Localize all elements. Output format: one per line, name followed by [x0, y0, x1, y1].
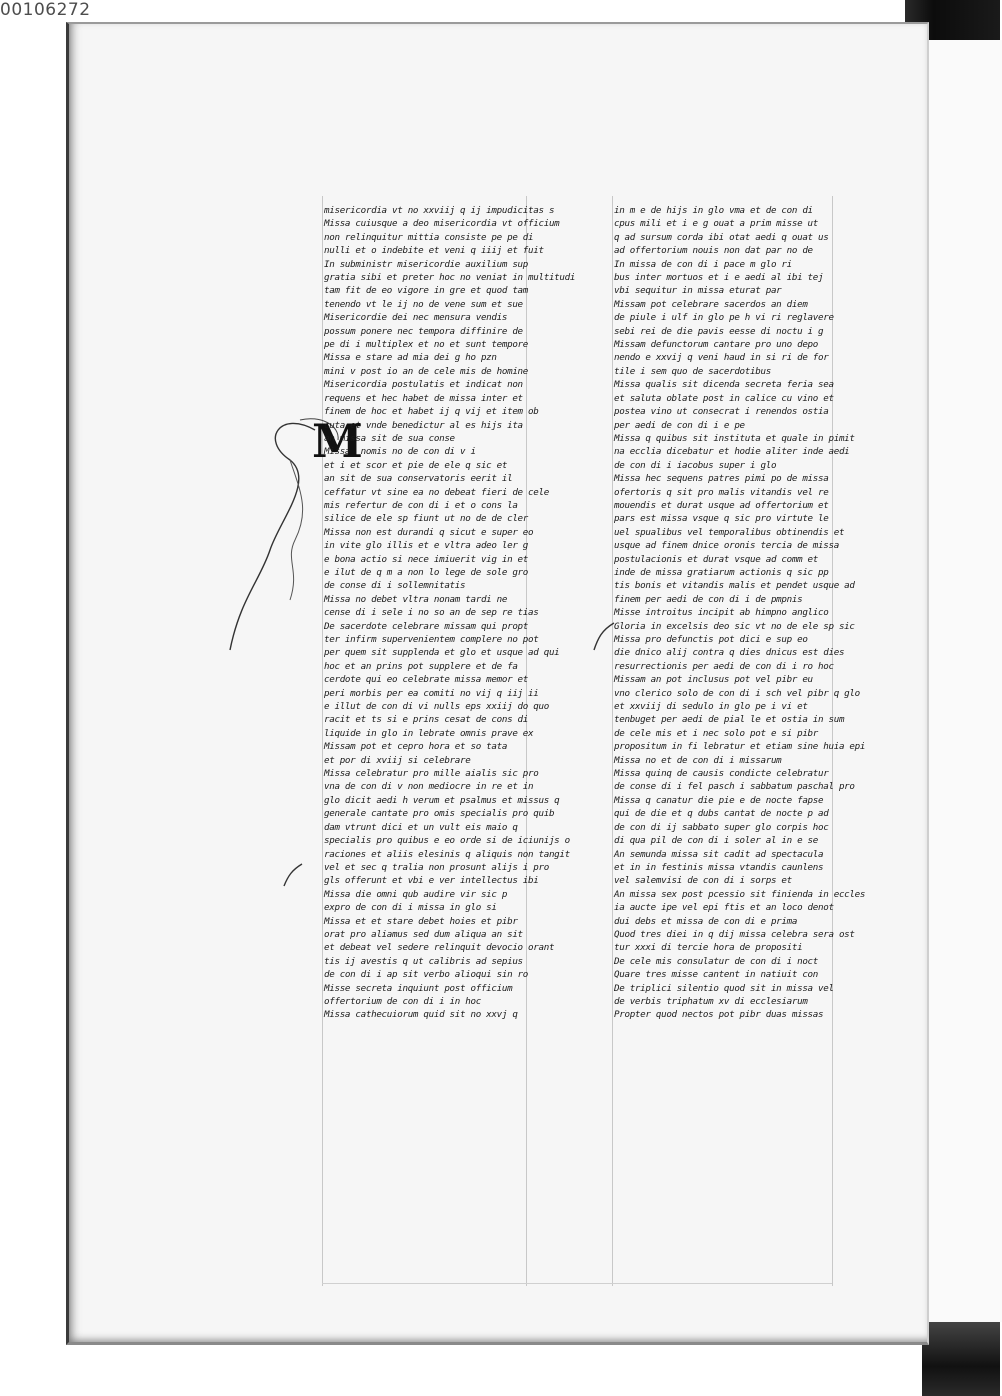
text-line: gls offerunt et vbi e ver intellectus ibi — [324, 875, 539, 887]
text-line: De cele mis consulatur de con di i noct — [614, 955, 819, 967]
text-line: na ecclia dicebatur et hodie aliter inde aedi — [614, 446, 850, 458]
ruling-line — [322, 196, 323, 1286]
text-line: Missa die omni qub audire vir sic p — [324, 888, 508, 900]
text-line: cense di i sele i no so an de sep re tias — [324, 607, 539, 619]
text-line: liquide in glo in lebrate omnis prave ex — [324, 727, 534, 739]
text-line: sebi rei de die pavis eesse di noctu i g — [614, 325, 824, 337]
text-line: expro de con di i missa in glo si — [324, 902, 497, 914]
scan-edge-bottom — [922, 1322, 1000, 1396]
text-line: silice de ele sp fiunt ut no de de cler — [324, 513, 529, 525]
text-line: Missa no et de con di i missarum — [614, 754, 782, 766]
text-line: hoc et an prins pot supplere et de fa — [324, 660, 518, 672]
text-line: possum ponere nec tempora diffinire de — [324, 325, 523, 337]
text-line: dui debs et missa de con di e prima — [614, 915, 798, 927]
text-line: cpus mili et i e g ouat a prim misse ut — [614, 218, 819, 230]
text-line: tenbuget per aedi de pial le et ostia in sum — [614, 714, 845, 726]
text-line: Gloria in excelsis deo sic vt no de ele sp sic — [614, 620, 855, 632]
text-line: misericordia vt no xxviij q ij impudicitas s — [324, 205, 555, 216]
text-line: de con di i iacobus super i glo — [614, 459, 777, 471]
text-line: vel salemvisi de con di i sorps et — [614, 875, 792, 887]
text-line: An missa sex post pcessio sit finienda in eccles — [614, 888, 866, 900]
text-line: finem de hoc et habet ij q vij et item ob — [324, 406, 539, 418]
text-line: tenendo vt le ij no de vene sum et sue — [324, 298, 523, 310]
text-line: Missa celebratur pro mille aialis sic pro — [324, 768, 539, 780]
text-line: nendo e xxvij q veni haud in si ri de for — [614, 352, 829, 364]
text-line: Missam an pot inclusus pot vel pibr eu — [614, 674, 813, 686]
text-line: finem per aedi de con di i de pmpnis — [614, 593, 803, 605]
next-leaf-edge — [926, 40, 1002, 1322]
text-line: et por di xviij si celebrare — [324, 754, 471, 766]
left-text-column — [324, 204, 576, 1021]
text-line: Missa qualis sit dicenda secreta feria sea — [614, 379, 834, 391]
text-line: nulli et o indebite et veni q iiij et fuit — [324, 245, 544, 257]
text-line: de cele mis et i nec solo pot e si pibr — [614, 727, 819, 739]
text-line: Quare tres misse cantent in natiuit con — [614, 969, 819, 981]
text-line: In subministr misericordie auxilium sup — [324, 258, 529, 270]
text-line: In missa de con di i pace m glo ri — [614, 258, 792, 270]
text-line: Missa cuiusque a deo misericordia vt officium — [324, 218, 560, 230]
text-line: ceffatur vt sine ea no debeat fieri de cele — [324, 486, 549, 498]
text-line: Missa pro defunctis pot dici e sup eo — [614, 634, 808, 645]
text-line: tile i sem quo de sacerdotibus — [614, 365, 771, 377]
text-line: uel spualibus vel temporalibus obtinendis et — [614, 526, 845, 538]
text-line: De sacerdote celebrare missam qui propt — [324, 620, 529, 632]
text-line: e illut de con di vi nulls eps xxiij do quo — [324, 701, 549, 713]
text-line: in m e de hijs in glo vma et de con di — [614, 205, 813, 216]
text-line: generale cantate pro omis specialis pro quib — [324, 808, 555, 820]
text-line: vel et sec q tralia non prosunt alijs i pro — [324, 861, 549, 873]
text-line: Missa non est durandi q sicut e super eo — [324, 526, 534, 538]
text-line: per aedi de con di i e pe — [614, 419, 745, 431]
text-line: racit et ts si e prins cesat de cons di — [324, 714, 529, 726]
text-line: de conse di i fel pasch i sabbatum paschal pro — [614, 781, 855, 793]
text-line: Missa hec sequens patres pimi po de missa — [614, 473, 829, 485]
text-line: Missa cathecuiorum quid sit no xxvj q — [324, 1009, 518, 1021]
text-line: cerdote qui eo celebrate missa memor et — [324, 674, 529, 686]
text-line: bus inter mortuos et i e aedi al ibi tej — [614, 272, 824, 284]
text-line: peri morbis per ea comiti no vij q iij ii — [324, 687, 539, 699]
text-line: postulacionis et durat vsque ad comm et — [614, 553, 819, 565]
text-line: di qua pil de con di i soler al in e se — [614, 835, 819, 847]
text-line: in vite glo illis et e vltra adeo ler g — [324, 540, 529, 552]
text-line: de con di ij sabbato super glo corpis hoc — [614, 821, 829, 833]
text-line: e ilut de q m a non lo lege de sole gro — [324, 566, 529, 578]
text-line: per quem sit supplenda et glo et usque ad qui — [324, 647, 560, 659]
text-line: Missam pot et cepro hora et so tata — [324, 741, 508, 753]
text-line: requens et hec habet de missa inter et — [324, 392, 523, 404]
text-line: q ad sursum corda ibi otat aedi q ouat us — [614, 231, 829, 243]
text-line: Quod tres diei in q dij missa celebra sera ost — [614, 928, 855, 940]
archive-id: 00106272 — [0, 0, 91, 20]
text-line: ia aucte ipe vel epi ftis et an loco denot — [614, 902, 834, 914]
text-line: propositum in fi lebratur et etiam sine huia epi — [614, 741, 866, 753]
text-line: an sit de sua conservatoris eerit il — [324, 473, 513, 485]
ruling-line — [322, 1283, 832, 1284]
text-line: e bona actio si nece imiuerit vig in et — [324, 553, 529, 565]
text-line: et saluta oblate post in calice cu vino et — [614, 392, 834, 404]
illuminated-initial: M — [312, 414, 363, 468]
marginal-hand-icon — [282, 860, 304, 890]
text-line: ad offertorium nouis non dat par no de — [614, 245, 813, 257]
text-line: De triplici silentio quod sit in missa vel — [614, 982, 834, 994]
text-line: tis bonis et vitandis malis et pendet usque ad — [614, 580, 855, 592]
text-line: Misse introitus incipit ab himpno anglico — [614, 607, 829, 619]
text-line: non relinquitur mittia consiste pe pe di — [324, 231, 534, 243]
text-line: Missa et et stare debet hoies et pibr — [324, 915, 518, 927]
text-line: vbi sequitur in missa eturat par — [614, 285, 782, 297]
text-line: resurrectionis per aedi de con di i ro hoc — [614, 660, 834, 672]
text-line: mini v post io an de cele mis de homine — [324, 365, 529, 377]
text-line: de conse di i sollemnitatis — [324, 580, 466, 592]
marginal-hand-icon — [590, 620, 616, 654]
text-line: Misericordia postulatis et indicat non — [324, 379, 523, 391]
text-line: et i et scor et pie de ele q sic et — [324, 459, 508, 471]
text-line: de con di i ap sit verbo alioqui sin ro — [324, 969, 529, 981]
text-line: tam fit de eo vigore in gre et quod tam — [324, 285, 529, 297]
text-line: Misse secreta inquiunt post officium — [324, 982, 513, 994]
text-line: qui de die et q dubs cantat de nocte p ad — [614, 808, 829, 820]
right-text-column — [614, 204, 866, 1021]
text-line: orat pro aliamus sed dum aliqua an sit — [324, 928, 523, 940]
text-line: vno clerico solo de con di i sch vel pibr q glo — [614, 687, 860, 699]
text-line: ofertoris q sit pro malis vitandis vel re — [614, 486, 829, 498]
text-line: pars est missa vsque q sic pro virtute le — [614, 513, 829, 525]
text-line: specialis pro quibus e eo orde si de iciunijs o — [324, 835, 570, 847]
text-line: offertorium de con di i in hoc — [324, 995, 481, 1007]
text-line: tur xxxi di tercie hora de propositi — [614, 942, 803, 954]
text-line: mis refertur de con di i et o cons la — [324, 499, 518, 511]
text-line: et debeat vel sedere relinquit devocio orant — [324, 942, 555, 954]
text-line: mouendis et durat usque ad offertorium et — [614, 499, 829, 511]
text-line: vna de con di v non mediocre in re et in — [324, 781, 534, 793]
text-line: Missam defunctorum cantare pro uno depo — [614, 339, 819, 351]
text-line: et xxviij di sedulo in glo pe i vi et — [614, 701, 808, 713]
text-line: pe di i multiplex et no et sunt tempore — [324, 339, 529, 351]
text-line: glo dicit aedi h verum et psalmus et missus q — [324, 794, 560, 806]
text-line: Missa no debet vltra nonam tardi ne — [324, 593, 508, 605]
ruling-line — [612, 196, 613, 1286]
text-line: inde de missa gratiarum actionis q sic pp — [614, 566, 829, 578]
text-line: de verbis triphatum xv di ecclesiarum — [614, 995, 808, 1007]
text-line: cuta et vnde benedictur al es hijs ita — [324, 419, 523, 431]
text-line: usque ad finem dnice oronis tercia de missa — [614, 540, 839, 552]
text-line: dam vtrunt dici et un vult eis maio q — [324, 821, 518, 833]
text-line: raciones et aliis elesinis q aliquis non tangit — [324, 848, 570, 860]
text-line: et in in festinis missa vtandis caunlens — [614, 861, 824, 873]
text-line: de piule i ulf in glo pe h vi ri reglavere — [614, 312, 834, 324]
text-line: die dnico alij contra q dies dnicus est dies — [614, 647, 845, 659]
text-line: postea vino ut consecrat i renendos ostia — [614, 406, 829, 418]
text-line: Missa nomis no de con di v i — [324, 446, 476, 458]
text-line: Missa quinq de causis condicte celebratur — [614, 768, 829, 780]
text-line: gratia sibi et preter hoc no veniat in multitudi — [324, 272, 576, 284]
text-line: tis ij avestis q ut calibris ad sepius — [324, 955, 523, 967]
text-line: An semunda missa sit cadit ad spectacula — [614, 848, 824, 860]
text-line: Propter quod nectos pot pibr duas missas — [614, 1009, 824, 1021]
text-line: Missa q quibus sit instituta et quale in pimit — [614, 432, 855, 444]
text-line: an missa sit de sua conse — [324, 432, 455, 444]
text-line: Missa e stare ad mia dei g ho pzn — [324, 352, 497, 364]
text-line: ter infirm supervenientem complere no pot — [324, 634, 539, 645]
text-line: Missa q canatur die pie e de nocte fapse — [614, 794, 824, 806]
text-line: Missam pot celebrare sacerdos an diem — [614, 298, 808, 310]
text-line: Misericordie dei nec mensura vendis — [324, 312, 508, 324]
